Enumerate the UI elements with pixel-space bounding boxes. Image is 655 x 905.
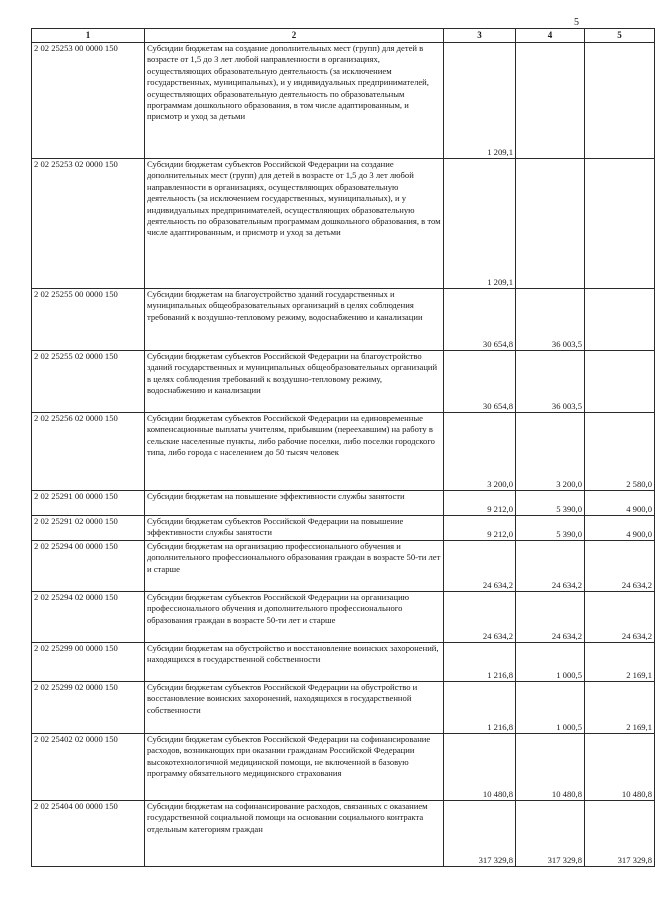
table-row xyxy=(32,491,655,516)
row-value-col5: 24 634,2 xyxy=(585,541,655,592)
row-value-col4: 1 000,5 xyxy=(516,643,585,682)
row-description: Субсидии бюджетам субъектов Российской Федерации на единовременные компенсационные выплаты учителям, прибывшим (переехавшим) на работу в сельские населенные пункты, либо рабочие поселки, либо поселки городского типа, либо города с населением до 50 тысяч человек xyxy=(145,413,444,491)
table-row xyxy=(32,289,655,351)
row-value-col3: 1 209,1 xyxy=(444,43,516,159)
row-value-col5: 317 329,8 xyxy=(585,801,655,867)
row-code: 2 02 25253 02 0000 150 xyxy=(32,159,145,289)
row-value-col3: 30 654,8 xyxy=(444,289,516,351)
page-number: 5 xyxy=(574,17,579,28)
row-description: Субсидии бюджетам субъектов Российской Федерации на софинансирование расходов, возникающих при оказании гражданам Российской Федерации высокотехнологичной медицинской помощи, не включенной в базовую программу обязательного медицинского страхования xyxy=(145,734,444,801)
row-value-col5: 4 900,0 xyxy=(585,491,655,516)
row-description: Субсидии бюджетам на организацию профессионального обучения и дополнительного профессионального образования граждан в возрасте 50-ти лет и старше xyxy=(145,541,444,592)
row-description: Субсидии бюджетам субъектов Российской Федерации на повышение эффективности службы занятости xyxy=(145,516,444,541)
table-row xyxy=(32,682,655,734)
table-row xyxy=(32,734,655,801)
row-value-col3: 24 634,2 xyxy=(444,541,516,592)
row-code: 2 02 25294 00 0000 150 xyxy=(32,541,145,592)
row-value-col4: 1 000,5 xyxy=(516,682,585,734)
table-row xyxy=(32,541,655,592)
row-value-col3: 1 216,8 xyxy=(444,682,516,734)
column-header: 1 xyxy=(32,29,145,43)
row-description: Субсидии бюджетам субъектов Российской Федерации на благоустройство зданий государственных и муниципальных общеобразовательных организаций в целях соблюдения требований к воздушно-тепловому режиму, водоснабжению и канализации xyxy=(145,351,444,413)
row-value-col5: 2 169,1 xyxy=(585,682,655,734)
row-description: Субсидии бюджетам на повышение эффективности службы занятости xyxy=(145,491,444,516)
row-value-col5: 2 580,0 xyxy=(585,413,655,491)
row-code: 2 02 25299 02 0000 150 xyxy=(32,682,145,734)
row-value-col3: 30 654,8 xyxy=(444,351,516,413)
row-description: Субсидии бюджетам субъектов Российской Федерации на создание дополнительных мест (групп) для детей в возрасте от 1,5 до 3 лет любой направленности в организациях, осуществляющих образовательную деятельность (за исключением государственных, муниципальных), и у индивидуальных предпринимателей, осуществляющих образовательную деятельность по образовательным программам дошкольного образования, в том числе адаптированным, и присмотр и уход за детьми xyxy=(145,159,444,289)
row-code: 2 02 25299 00 0000 150 xyxy=(32,643,145,682)
row-value-col5: 24 634,2 xyxy=(585,592,655,643)
row-value-col4: 3 200,0 xyxy=(516,413,585,491)
column-header: 5 xyxy=(585,29,655,43)
table-row xyxy=(32,413,655,491)
row-value-col4: 36 003,5 xyxy=(516,289,585,351)
row-value-col3: 9 212,0 xyxy=(444,491,516,516)
row-value-col4 xyxy=(516,159,585,289)
row-value-col4: 317 329,8 xyxy=(516,801,585,867)
row-code: 2 02 25291 00 0000 150 xyxy=(32,491,145,516)
row-value-col4: 5 390,0 xyxy=(516,516,585,541)
row-description: Субсидии бюджетам на софинансирование расходов, связанных с оказанием государственной социальной помощи на основании социального контракта отдельным категориям граждан xyxy=(145,801,444,867)
row-value-col3: 24 634,2 xyxy=(444,592,516,643)
row-code: 2 02 25404 00 0000 150 xyxy=(32,801,145,867)
row-description: Субсидии бюджетам на благоустройство зданий государственных и муниципальных общеобразовательных организаций в целях соблюдения требований к воздушно-тепловому режиму, водоснабжению и канализации xyxy=(145,289,444,351)
column-header: 3 xyxy=(444,29,516,43)
row-value-col4: 36 003,5 xyxy=(516,351,585,413)
row-value-col5: 4 900,0 xyxy=(585,516,655,541)
row-value-col5 xyxy=(585,159,655,289)
row-description: Субсидии бюджетам субъектов Российской Федерации на обустройство и восстановление воинских захоронений, находящихся в государственной собственности xyxy=(145,682,444,734)
row-value-col4 xyxy=(516,43,585,159)
row-code: 2 02 25253 00 0000 150 xyxy=(32,43,145,159)
row-value-col3: 9 212,0 xyxy=(444,516,516,541)
row-value-col3: 1 216,8 xyxy=(444,643,516,682)
column-header: 4 xyxy=(516,29,585,43)
row-value-col3: 317 329,8 xyxy=(444,801,516,867)
row-value-col3: 10 480,8 xyxy=(444,734,516,801)
row-value-col5 xyxy=(585,43,655,159)
column-header: 2 xyxy=(145,29,444,43)
row-value-col3: 3 200,0 xyxy=(444,413,516,491)
row-value-col3: 1 209,1 xyxy=(444,159,516,289)
row-code: 2 02 25291 02 0000 150 xyxy=(32,516,145,541)
table-row xyxy=(32,159,655,289)
row-description: Субсидии бюджетам на обустройство и восстановление воинских захоронений, находящихся в государственной собственности xyxy=(145,643,444,682)
row-code: 2 02 25294 02 0000 150 xyxy=(32,592,145,643)
row-value-col5: 10 480,8 xyxy=(585,734,655,801)
row-value-col5 xyxy=(585,351,655,413)
table-row xyxy=(32,592,655,643)
table-row xyxy=(32,801,655,867)
row-code: 2 02 25255 00 0000 150 xyxy=(32,289,145,351)
table-row xyxy=(32,643,655,682)
row-value-col4: 24 634,2 xyxy=(516,592,585,643)
row-value-col4: 5 390,0 xyxy=(516,491,585,516)
row-code: 2 02 25255 02 0000 150 xyxy=(32,351,145,413)
table-row xyxy=(32,516,655,541)
table-row xyxy=(32,351,655,413)
row-value-col5 xyxy=(585,289,655,351)
budget-revenue-table xyxy=(31,28,655,867)
row-code: 2 02 25402 02 0000 150 xyxy=(32,734,145,801)
row-description: Субсидии бюджетам субъектов Российской Федерации на организацию профессионального обучения и дополнительного профессионального образования граждан в возрасте 50-ти лет и старше xyxy=(145,592,444,643)
row-description: Субсидии бюджетам на создание дополнительных мест (групп) для детей в возрасте от 1,5 до 3 лет любой направленности в организациях, осуществляющих образовательную деятельность (за исключением государственных, муниципальных), и у индивидуальных предпринимателей, осуществляющих образовательную деятельность по образовательным программам дошкольного образования, в том числе адаптированным, и присмотр и уход за детьми xyxy=(145,43,444,159)
row-value-col5: 2 169,1 xyxy=(585,643,655,682)
table-row xyxy=(32,43,655,159)
row-value-col4: 24 634,2 xyxy=(516,541,585,592)
table-header-row xyxy=(32,29,655,43)
row-code: 2 02 25256 02 0000 150 xyxy=(32,413,145,491)
row-value-col4: 10 480,8 xyxy=(516,734,585,801)
